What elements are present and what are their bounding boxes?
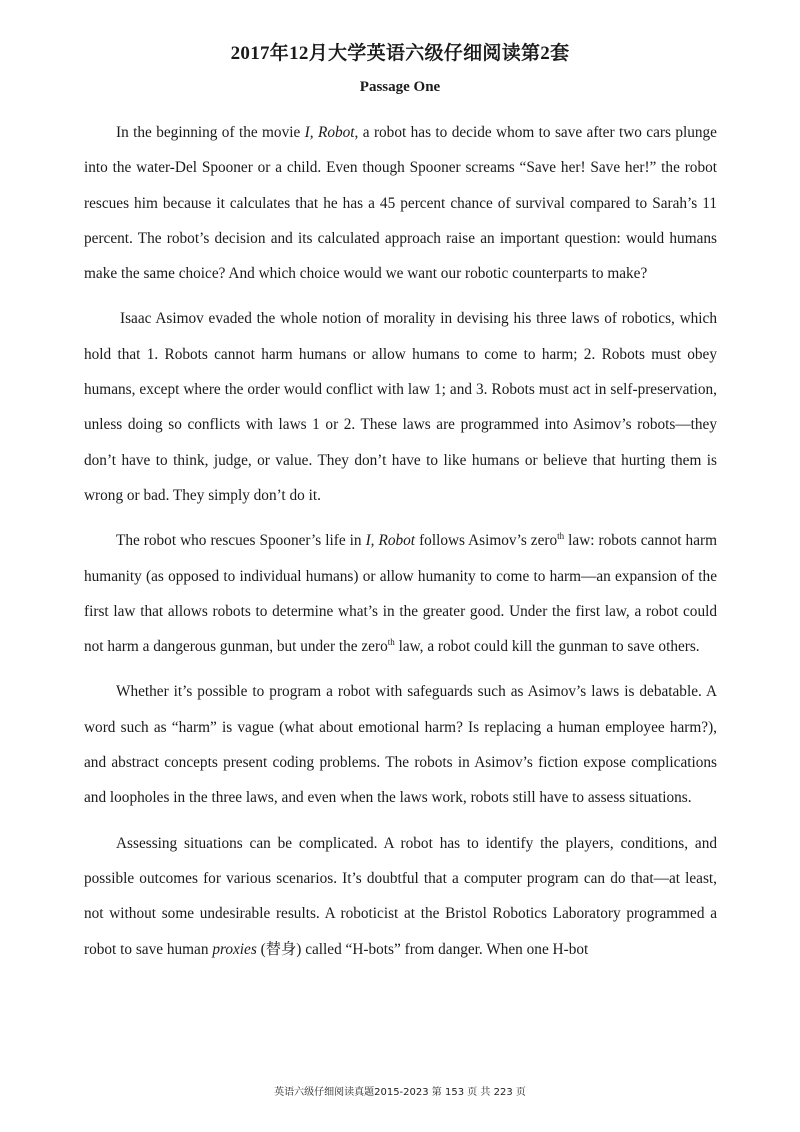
paragraph-3 <box>84 523 717 664</box>
passage-heading: Passage One <box>359 79 441 95</box>
paragraph-1-text-b: , a robot has to decide whom to save after two cars plunge into the water-Del Spooner or a child. Even though Spooner screams “Save her! Save her!” the robot rescues him because it calculates that he has a 45 percent chance of survival compared to Sarah’s 11 percent. The robot’s decision and its calculated approach raise an important question: would humans make the same choice? And which choice would we want our robotic counterparts to make? <box>84 124 717 283</box>
paragraph-3-text-d: law, a robot could kill the gunman to save others. <box>394 638 700 656</box>
paragraph-4: Whether it’s possible to program a robot with safeguards such as Asimov’s laws is debatable. A word such as “harm” is vague (what about emotional harm? Is replacing a human employee harm?), and abstract concepts present coding problems. The robots in Asimov’s fiction expose complications and loopholes in the three laws, and even when the laws work, robots still have to assess situations. <box>84 683 717 807</box>
superscript-th: th <box>387 637 395 648</box>
paragraph-3-text-a: The robot who rescues Spooner’s life in <box>116 532 366 550</box>
page-footer: 英语六级仔细阅读真题2015-2023 第 153 页 共 223 页 <box>274 1087 526 1098</box>
page-title: 2017年12月大学英语六级仔细阅读第2套 <box>230 43 570 64</box>
proxies-italic: proxies <box>212 940 257 958</box>
paragraph-2: Isaac Asimov evaded the whole notion of morality in devising his three laws of robotics, which hold that 1. Robots cannot harm humans or allow humans to come to harm; 2. Robots must obey humans, except where the order would conflict with law 1; and 3. Robots must act in self-preservation, unless doing so conflicts with laws 1 or 2. These laws are programmed into Asimov’s robots—they don’t have to think, judge, or value. They don’t have to like humans or believe that hurting them is wrong or bad. They simply don’t do it. <box>84 310 717 504</box>
paragraph-5-text-b: (替身) called “H-bots” from danger. When one H-bot <box>256 940 589 958</box>
movie-title-italic: I, Robot <box>304 124 355 141</box>
paragraph-3-text-c: law: robots cannot harm humanity (as opposed to individual humans) or allow humanity to come to harm—an expansion of the first law that allows robots to determine what’s in the greater good. Under the first law, a robot could not harm a dangerous gunman, but under the zero <box>84 532 717 656</box>
paragraph-1 <box>84 115 717 291</box>
passage-body <box>84 115 717 977</box>
superscript-th: th <box>557 531 565 542</box>
paragraph-3-text-b: follows Asimov’s zero <box>415 532 558 550</box>
paragraph-5 <box>84 826 717 967</box>
paragraph-5-text-a: Assessing situations can be complicated. A robot has to identify the players, conditions, and possible outcomes for various scenarios. It’s doubtful that a computer program can do that—at least, not without some undesirable results. A roboticist at the Bristol Robotics Laboratory programmed a robot to save human <box>84 834 717 958</box>
paragraph-1-text-a: In the beginning of the movie <box>116 124 305 141</box>
movie-title-italic: I, Robot <box>365 532 416 550</box>
